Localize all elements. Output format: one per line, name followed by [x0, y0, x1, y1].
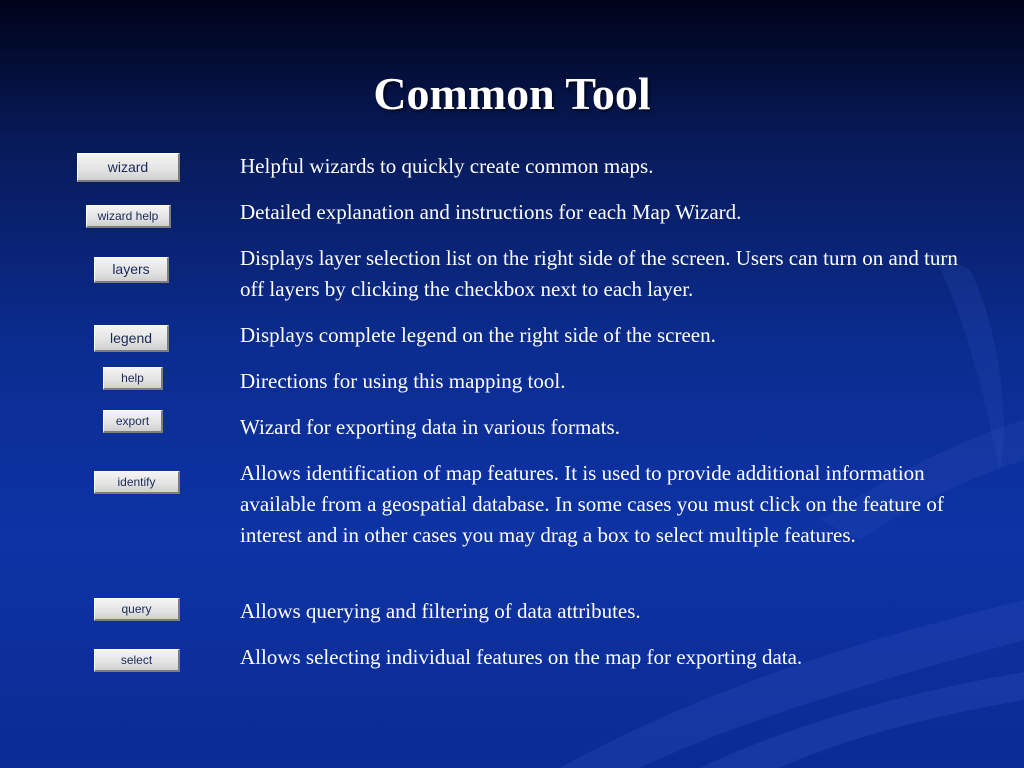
export-description: Wizard for exporting data in various formats.	[240, 415, 620, 439]
legend-description: Displays complete legend on the right side of the screen.	[240, 323, 716, 347]
select-button[interactable]: select	[94, 649, 180, 672]
help-description: Directions for using this mapping tool.	[240, 369, 566, 393]
help-button[interactable]: help	[103, 367, 163, 390]
query-button[interactable]: query	[94, 598, 180, 621]
layers-description: Displays layer selection list on the right side of the screen. Users can turn on and turn off layers by clicking the checkbox next to each layer.	[240, 246, 958, 301]
query-description: Allows querying and filtering of data attributes.	[240, 599, 641, 623]
wizard-button[interactable]: wizard	[77, 153, 180, 182]
slide-title: Common Tool	[373, 68, 651, 119]
legend-button[interactable]: legend	[94, 325, 169, 352]
layers-button[interactable]: layers	[94, 257, 169, 283]
wizard-description: Helpful wizards to quickly create common maps.	[240, 154, 654, 178]
identify-button[interactable]: identify	[94, 471, 180, 494]
identify-description: Allows identification of map features. It is used to provide additional information available from a geospatial database. In some cases you must click on the feature of interest and in other cases you may drag a box to select multiple features.	[240, 461, 944, 547]
wizard-help-description: Detailed explanation and instructions for each Map Wizard.	[240, 200, 742, 224]
select-description: Allows selecting individual features on the map for exporting data.	[240, 645, 803, 669]
wizard-help-button[interactable]: wizard help	[86, 205, 171, 228]
export-button[interactable]: export	[103, 410, 163, 433]
